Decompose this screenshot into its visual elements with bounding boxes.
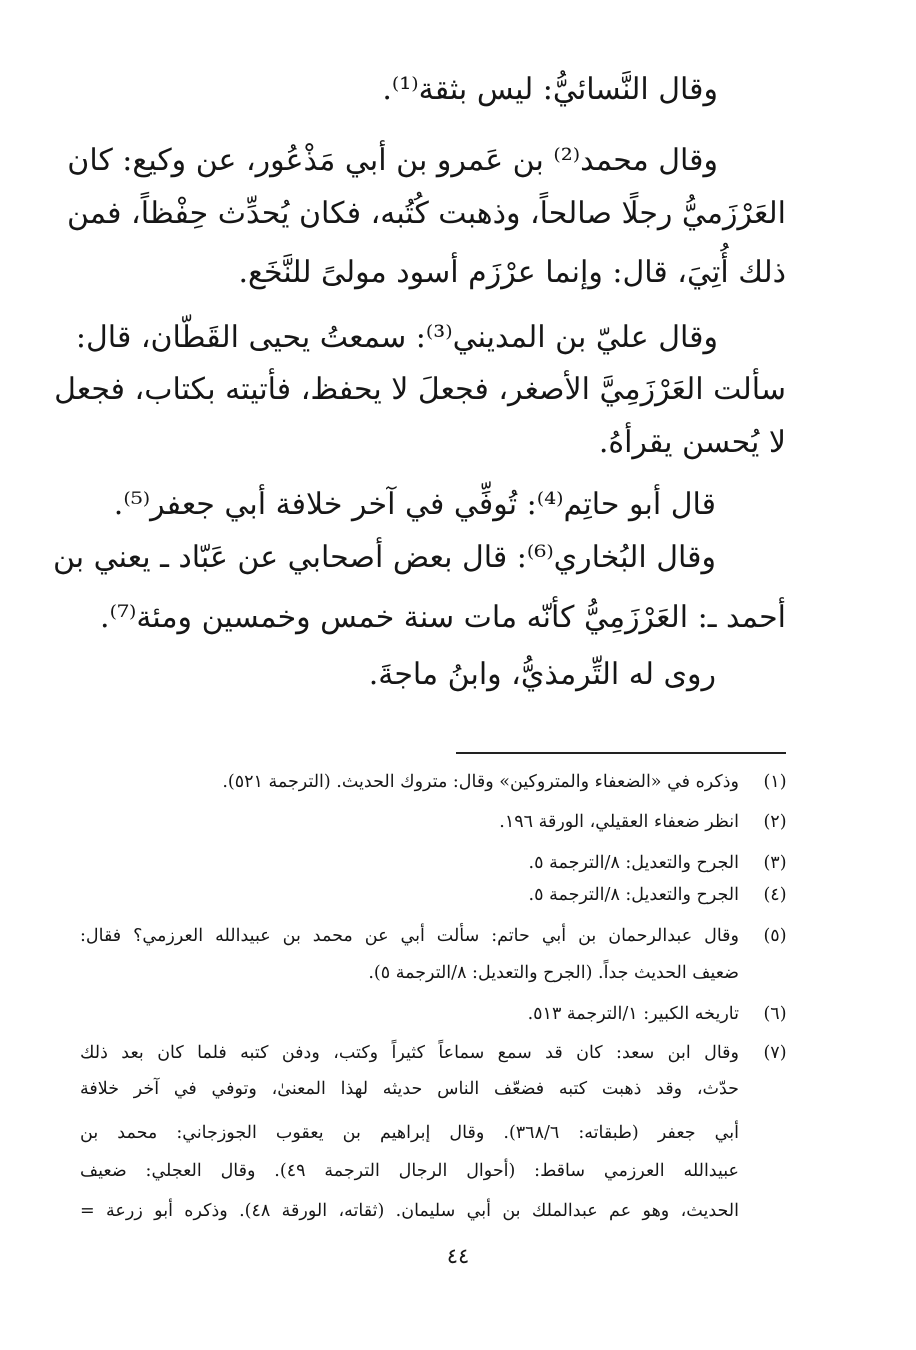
footnote-text: انظر ضعفاء العقيلي، الورقة ١٩٦.: [499, 812, 739, 832]
body-line-8: قال أبو حاتِم⁽⁴⁾: تُوفِّي في آخر خلافة أبي جعفر⁽⁵⁾.: [113, 487, 716, 522]
body-line-9: وقال البُخاري⁽⁶⁾: قال بعض أصحابي عن عَبّاد ـ يعني بن: [52, 540, 716, 575]
body-line-5: وقال عليّ بن المديني⁽³⁾: سمعتُ يحيى القَطّان، قال:: [75, 320, 718, 355]
body-line-1: وقال النَّسائيُّ: ليس بثقة⁽¹⁾.: [382, 72, 718, 107]
footnote-number: (٢): [763, 812, 787, 832]
footnote-text-cont: حدّث، وقد ذهبت كتبه فضعّف الناس حديثه لهذا المعنىٰ، وتوفي في آخر خلافة: [80, 1079, 739, 1099]
body-line-2: وقال محمد⁽²⁾ بن عَمرو بن أبي مَذْعُور، عن وكيع: كان: [67, 143, 718, 178]
body-line-6: سألت العَرْزَمِيَّ الأصغر، فجعلَ لا يحفظ، فأتيته بكتاب، فجعل: [54, 372, 786, 407]
footnote-number: (١): [763, 772, 787, 792]
body-line-3: العَرْزَميُّ رجلًا صالحاً، وذهبت كُتُبه، فكان يُحدِّث حِفْظاً، فمن: [66, 196, 786, 231]
footnote-number: (٥): [763, 926, 787, 946]
body-line-7: لا يُحسن يقرأهُ.: [598, 425, 786, 460]
footnote-number: (٣): [763, 853, 787, 873]
footnote-text-cont: عبيدالله العرزمي ساقط: (أحوال الرجال الترجمة ٤٩). وقال العجلي: ضعيف: [80, 1161, 739, 1181]
footnote-text-cont: أبي جعفر (طبقاته: ٣٦٨/٦). وقال إبراهيم بن يعقوب الجوزجاني: محمد بن: [80, 1123, 739, 1143]
footnote-text: وقال ابن سعد: كان قد سمع سماعاً كثيراً وكتب، ودفن كتبه فلما كان بعد ذلك: [80, 1043, 739, 1063]
body-line-10: أحمد ـ: العَرْزَمِيُّ كأنّه مات سنة خمس وخمسين ومئة⁽⁷⁾.: [100, 600, 786, 635]
footnote-text: تاريخه الكبير: ١/الترجمة ٥١٣.: [527, 1004, 739, 1024]
page-number: ٤٤: [446, 1244, 470, 1268]
footnote-text: الجرح والتعديل: ٨/الترجمة ٥.: [528, 853, 739, 873]
body-line-4: ذلك أُتِيَ، قال: وإنما عرْزَم أسود مولىً للنَّخَع.: [238, 255, 786, 290]
footnote-number: (٧): [763, 1043, 787, 1063]
footnote-text-cont: الحديث، وهو عم عبدالملك بن أبي سليمان. (ثقاته، الورقة ٤٨). وذكره أبو زرعة =: [80, 1201, 740, 1221]
footnote-number: (٦): [763, 1004, 787, 1024]
footnote-number: (٤): [763, 885, 787, 905]
footnote-separator: [456, 752, 786, 754]
footnote-text-cont: ضعيف الحديث جداً. (الجرح والتعديل: ٨/الترجمة ٥).: [368, 963, 739, 983]
footnote-text: الجرح والتعديل: ٨/الترجمة ٥.: [528, 885, 739, 905]
footnote-text: وذكره في «الضعفاء والمتروكين» وقال: متروك الحديث. (الترجمة ٥٢١).: [222, 772, 739, 792]
body-line-11: روى له التِّرمذيُّ، وابنُ ماجةَ.: [368, 657, 716, 692]
footnote-text: وقال عبدالرحمان بن أبي حاتم: سألت أبي عن محمد بن عبيدالله العرزمي؟ فقال:: [80, 926, 739, 946]
